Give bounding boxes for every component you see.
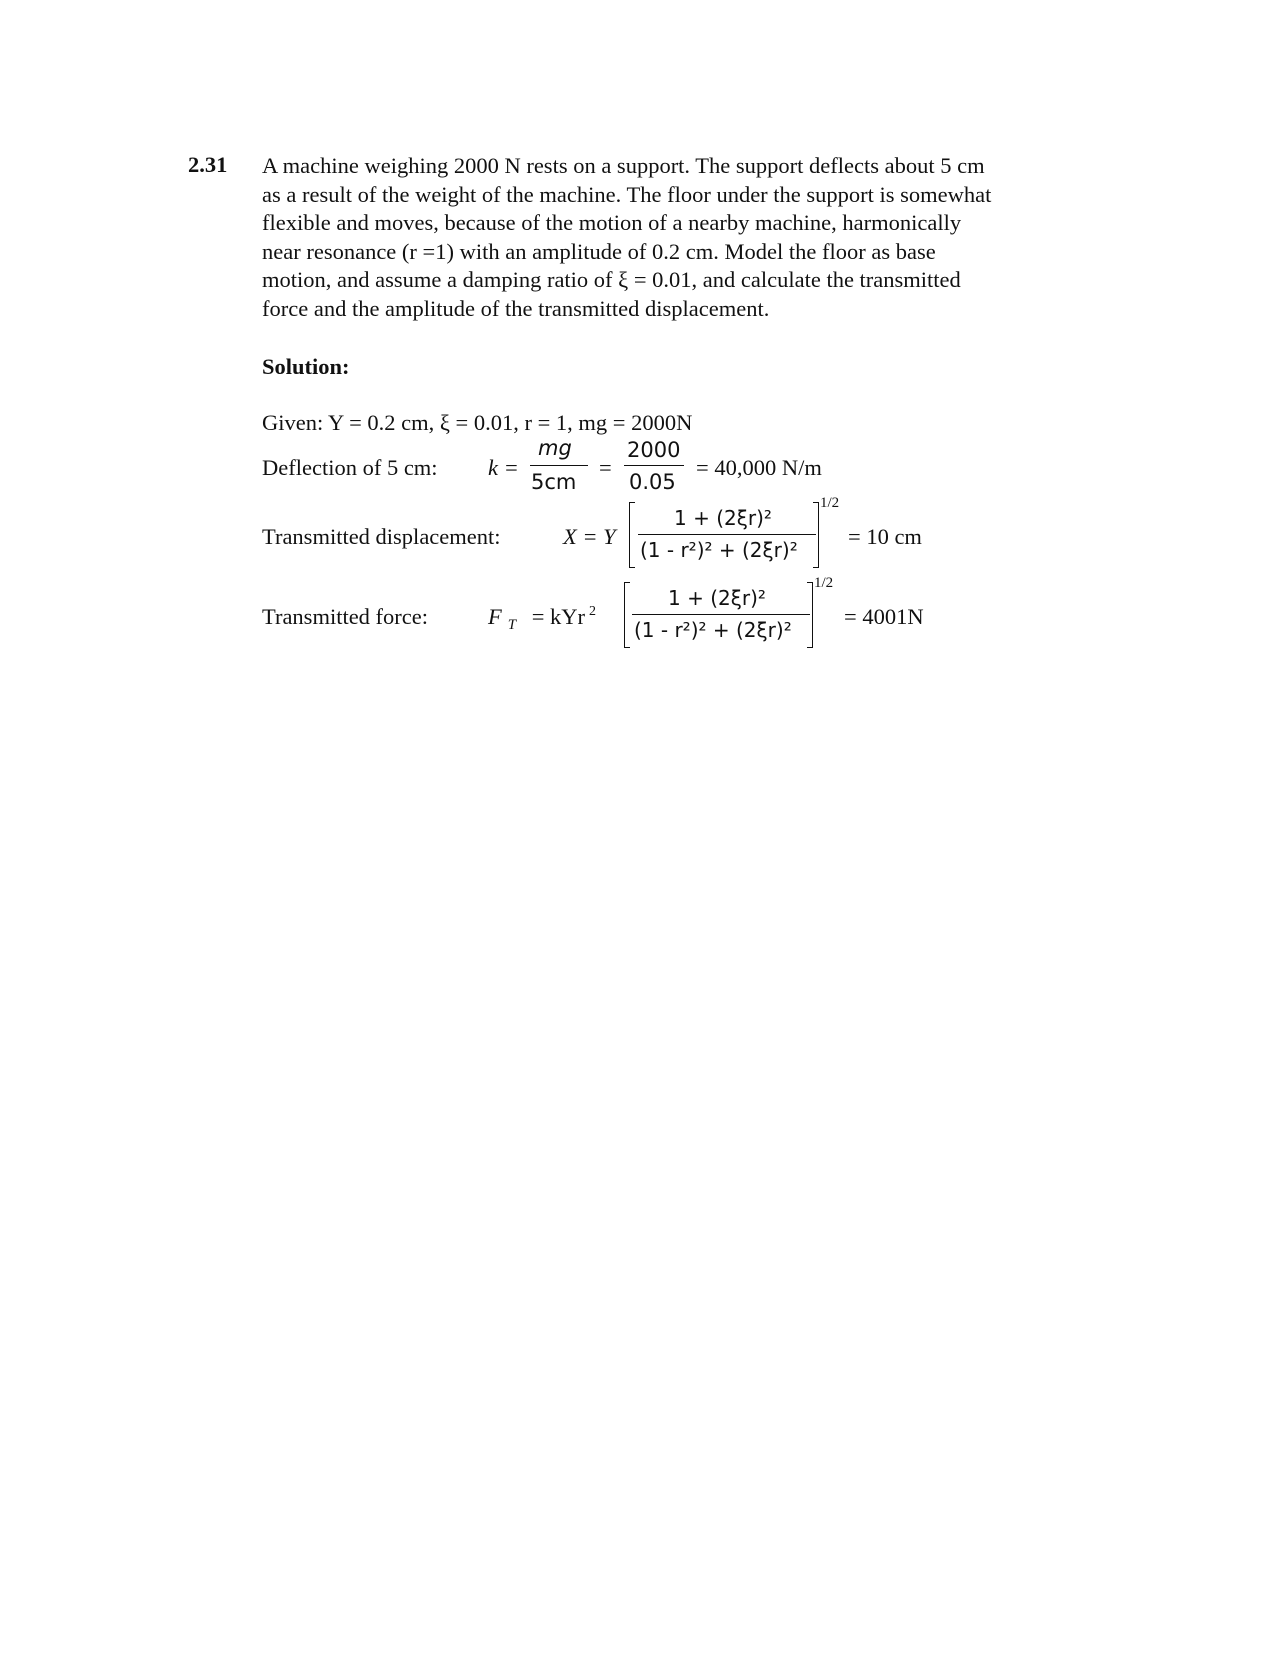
fraction-bar bbox=[638, 534, 816, 535]
deflection-denominator-1: 5cm bbox=[531, 470, 577, 494]
displacement-label: Transmitted displacement: bbox=[262, 524, 501, 549]
force-lhs: F $_T$ = kYr $^2$ bbox=[488, 604, 597, 633]
problem-number: 2.31 bbox=[188, 152, 228, 177]
displacement-numerator: 1 + (2ξr)² bbox=[674, 506, 772, 530]
right-bracket bbox=[807, 582, 813, 648]
force-exponent: 1/2 bbox=[814, 575, 834, 591]
problem-line: force and the amplitude of the transmitted displacement. bbox=[262, 295, 770, 321]
left-bracket bbox=[629, 502, 635, 568]
deflection-numerator-2: 2000 bbox=[627, 438, 681, 462]
fraction-bar bbox=[624, 465, 684, 466]
force-denominator: (1 - r²)² + (2ξr)² bbox=[634, 618, 792, 642]
problem-line: as a result of the weight of the machine. The floor under the support is somewhat bbox=[262, 181, 992, 207]
deflection-lhs: k = bbox=[488, 455, 519, 480]
deflection-denominator-2: 0.05 bbox=[629, 470, 676, 494]
displacement-denominator: (1 - r²)² + (2ξr)² bbox=[640, 538, 798, 562]
problem-statement bbox=[262, 152, 1092, 323]
force-numerator: 1 + (2ξr)² bbox=[668, 586, 766, 610]
problem-line: near resonance (r =1) with an amplitude of 0.2 cm. Model the floor as base bbox=[262, 238, 936, 264]
solution-heading: Solution: bbox=[262, 354, 350, 379]
problem-line: motion, and assume a damping ratio of ξ = 0.01, and calculate the transmitted bbox=[262, 267, 961, 292]
deflection-result: = 40,000 N/m bbox=[696, 455, 822, 480]
displacement-result: = 10 cm bbox=[848, 524, 922, 549]
problem-line: A machine weighing 2000 N rests on a support. The support deflects about 5 cm bbox=[262, 153, 985, 178]
displacement-exponent: 1/2 bbox=[820, 495, 840, 511]
given-line: Given: Y = 0.2 cm, ξ = 0.01, r = 1, mg = 2000N bbox=[262, 410, 693, 435]
deflection-equals: = bbox=[599, 455, 612, 480]
left-bracket bbox=[624, 582, 630, 648]
deflection-label: Deflection of 5 cm: bbox=[262, 455, 438, 480]
deflection-numerator-1: mg bbox=[538, 436, 572, 460]
force-label: Transmitted force: bbox=[262, 604, 429, 629]
fraction-bar bbox=[530, 465, 588, 466]
force-result: = 4001N bbox=[844, 604, 924, 629]
displacement-lhs: X = Y bbox=[563, 524, 616, 549]
problem-line: flexible and moves, because of the motion of a nearby machine, harmonically bbox=[262, 210, 962, 235]
right-bracket bbox=[813, 502, 819, 568]
fraction-bar bbox=[632, 614, 810, 615]
